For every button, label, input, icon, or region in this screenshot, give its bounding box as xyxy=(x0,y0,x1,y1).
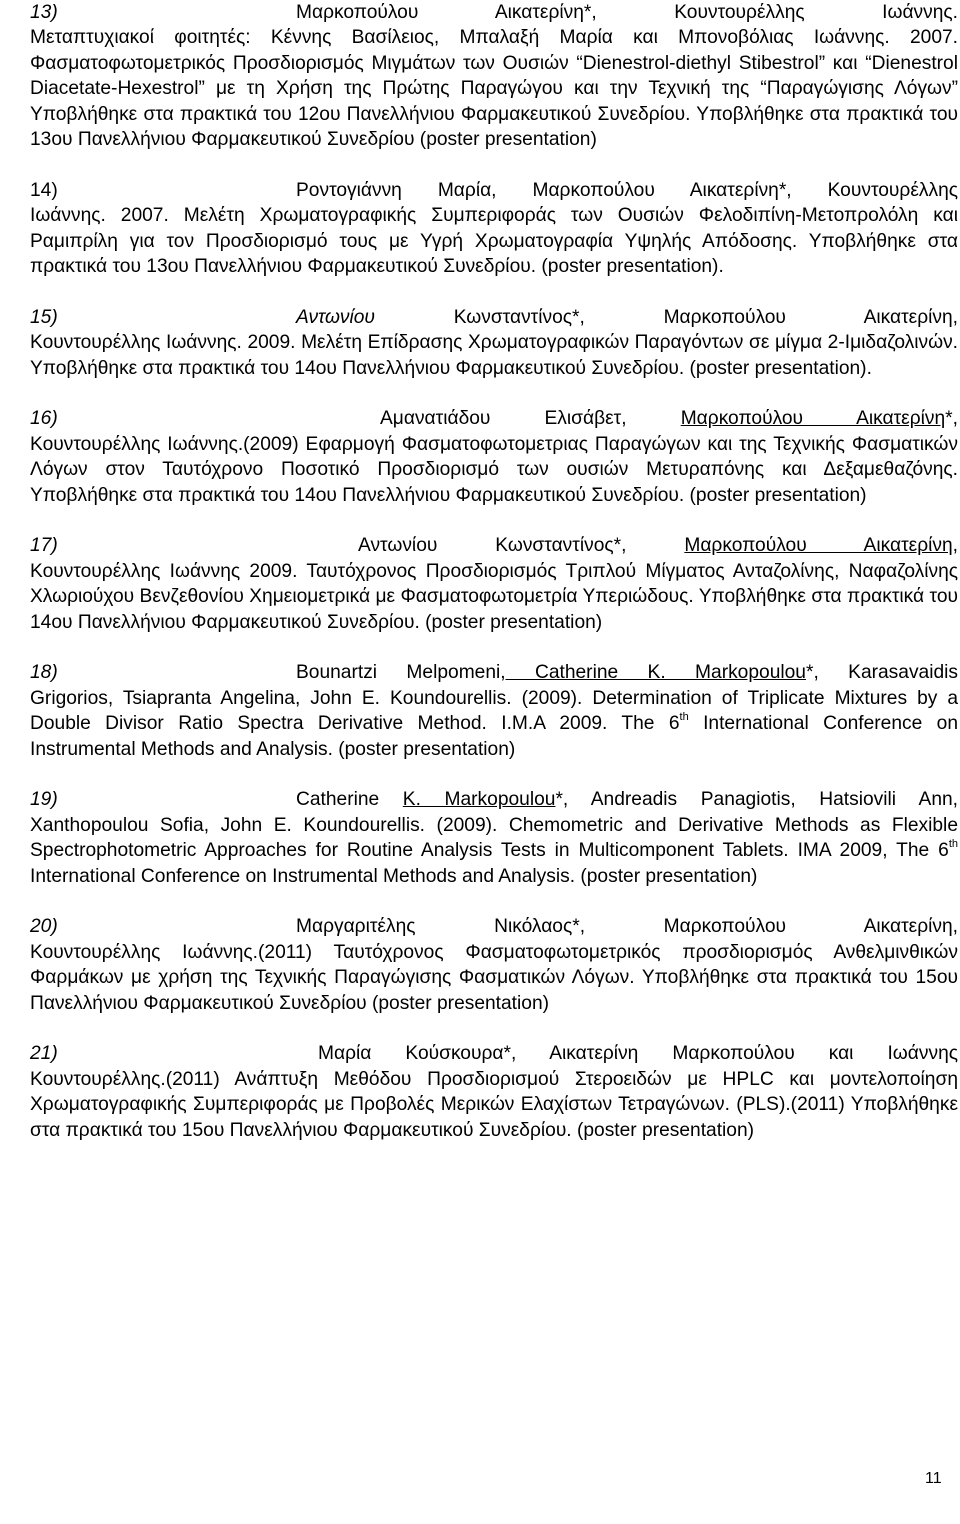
entry-number: 17) xyxy=(30,535,58,557)
entry-authors xyxy=(296,660,958,685)
entry-number: 19) xyxy=(30,789,58,811)
entry-text: Κουντουρέλλης Ιωάννης. 2009. Μελέτη Επίδρασης Χρωματογραφικών Παραγόντων σε μίγμα 2-Ιμιδαζολινών. Υποβλήθηκε στα πρακτικά του 14ου Πανελλήνιου Φαρμακευτικού Συνεδρίου. (poster presentation). xyxy=(30,332,958,379)
entry-text: Κουντουρέλλης.(2011) Ανάπτυξη Μεθόδου Προσδιορισμού Στεροειδών με HPLC και μοντελοποίηση Χρωματογραφικής Συμπεριφοράς με Προβολές Μερικών Ελαχίστων Τετραγώνων. (PLS).(2011) Υποβλήθηκε στα πρακτικά του 15ου Πανελλήνιου Φαρμακευτικού Συνεδρίου. (poster presentation) xyxy=(30,1068,958,1141)
entry-text xyxy=(30,686,958,762)
entry-author: Catherine xyxy=(296,789,380,811)
entry-number: 20) xyxy=(30,916,58,938)
entry-text-main: Grigorios, Tsiapranta Angelina, John E. Koundourellis. (2009). Determination of Triplicate Mixtures by a Double Divisor Ratio Spectra Derivative Method. I.M.A 2009. The 6 xyxy=(30,687,958,735)
entry-text xyxy=(30,813,958,889)
entry-number: 14) xyxy=(30,179,58,201)
entry-author-underlined: Μαρκοπούλου Αικατερίνη xyxy=(680,408,946,430)
entry-header xyxy=(30,660,958,685)
entry-number: 18) xyxy=(30,662,58,684)
publication-entry xyxy=(30,533,958,635)
entry-header xyxy=(30,787,958,812)
page-number: 11 xyxy=(925,1470,942,1487)
entry-number: 13) xyxy=(30,2,58,23)
publication-entry xyxy=(30,178,958,280)
entry-author-tail: *, Karasavaidis xyxy=(805,662,959,684)
entry-text-rest: International Conference on Instrumental Methods and Analysis. (poster presentation) xyxy=(30,865,758,887)
entry-header xyxy=(30,1041,958,1066)
entry-number: 16) xyxy=(30,408,58,430)
entry-authors: Μαργαριτέλης Νικόλαος*, Μαρκοπούλου Αικατερίνη, xyxy=(296,916,958,938)
entry-header xyxy=(30,914,958,939)
entry-author: Bounartzi Melpomeni xyxy=(296,662,501,684)
publication-entry xyxy=(30,406,958,508)
entry-author-underlined: K. Markopoulou xyxy=(402,789,556,811)
entry-header xyxy=(30,305,958,330)
entry-authors xyxy=(380,406,958,431)
entry-other-authors: Κωνσταντίνος*, Μαρκοπούλου Αικατερίνη, xyxy=(374,306,958,328)
entry-first-author: Αντωνίου xyxy=(296,306,375,328)
entry-text: Κουντουρέλλης Ιωάννης.(2011) Ταυτόχρονος Φασματοφωτομετρικός προσδιορισμός Ανθελμινθικών Φαρμάκων με χρήση της Τεχνικής Παραγώγισης Φασματικών Λόγων. Υποβλήθηκε στα πρακτικά του 15ου Πανελλήνιου Φαρμακευτικού Συνεδρίου (poster presentation) xyxy=(30,941,958,1014)
entry-text: Μεταπτυχιακοί φοιτητές: Κέννης Βασίλειος, Μπαλαξή Μαρία και Μπονοβόλιας Ιωάννης. 2007. Φασματοφωτομετρικός Προσδιορισμός Μιγμάτων των Ουσιών “Dienestrol-diethyl Stibestrol” και “Dienestrol Diacetate-Hexestrol” με τη Χρήση της Πρώτης Παραγώγου και την Τεχνική της “Παραγώγισης Λόγων” Υποβλήθηκε στα πρακτικά του 12ου Πανελλήνιου Φαρμακευτικού Συνεδρίου. Υποβλήθηκε στα πρακτικά του 13ου Πανελλήνιου Φαρμακευτικού Συνεδρίου (poster presentation) xyxy=(30,27,958,151)
entry-text: Κουντουρέλλης Ιωάννης 2009. Ταυτόχρονος Προσδιορισμός Τριπλού Μίγματος Ανταζολίνης, Ναφαζολίνης Χλωριούχου Βενζεθονίου Χημειομετρικά με Φασματοφωτομετρία Υπεριώδους. Υποβλήθηκε στα πρακτικά του 14ου Πανελλήνιου Φαρμακευτικού Συνεδρίου. (poster presentation) xyxy=(30,560,958,633)
entry-author-underlined: , Catherine K. Markopoulou xyxy=(500,662,806,684)
publication-entry xyxy=(30,0,958,152)
ordinal-superscript: th xyxy=(948,838,958,851)
entry-author-tail: , xyxy=(952,535,958,557)
entry-authors: Ροντογιάννη Μαρία, Μαρκοπούλου Αικατερίνη*, Κουντουρέλλης xyxy=(296,179,958,201)
publication-entry xyxy=(30,1041,958,1143)
entry-number: 15) xyxy=(30,306,58,328)
entry-authors xyxy=(358,533,958,558)
entry-authors: Μαρία Κούσκουρα*, Αικατερίνη Μαρκοπούλου και Ιωάννης xyxy=(318,1043,958,1065)
entry-header xyxy=(30,178,958,203)
ordinal-superscript: th xyxy=(679,711,689,724)
entry-author: Αμανατιάδου Ελισάβετ, xyxy=(380,408,627,430)
publication-entry xyxy=(30,787,958,889)
entry-author-tail: *, Andreadis Panagiotis, Hatsiovili Ann, xyxy=(555,789,959,811)
entry-header xyxy=(30,0,958,25)
entry-author: Αντωνίου Κωνσταντίνος*, xyxy=(358,535,627,557)
entry-text: Κουντουρέλλης Ιωάννης.(2009) Εφαρμογή Φασματοφωτομετριας Παραγώγων και της Τεχνικής Φασματικών Λόγων στον Ταυτόχρονο Ποσοτικό Προσδιορισμό των ουσιών Μετυραπόνης και Δεξαμεθαζόνης. Υποβλήθηκε στα πρακτικά του 14ου Πανελλήνιου Φαρμακευτικού Συνεδρίου. (poster presentation) xyxy=(30,433,958,506)
entry-header xyxy=(30,406,958,431)
entry-authors xyxy=(296,787,958,812)
entry-author-tail: *, xyxy=(945,408,958,430)
entry-authors xyxy=(296,305,958,330)
entry-text: Ιωάννης. 2007. Μελέτη Χρωματογραφικής Συμπεριφοράς των Ουσιών Φελοδιπίνη-Μετοπρολόλη και Ραμιπρίλη για τον Προσδιορισμό τους με Υγρή Χρωματογραφία Υψηλής Απόδοσης. Υποβλήθηκε στα πρακτικά του 13ου Πανελλήνιου Φαρμακευτικού Συνεδρίου. (poster presentation). xyxy=(30,205,958,278)
publication-entry xyxy=(30,660,958,762)
entry-text-main: Xanthopoulou Sofia, John E. Koundourellis. (2009). Chemometric and Derivative Methods as Flexible Spectrophotometric Approaches for Routine Analysis Tests in Multicomponent Tablets. IMA 2009, The 6 xyxy=(30,814,958,862)
publication-list xyxy=(30,0,958,1168)
entry-header xyxy=(30,533,958,558)
entry-number: 21) xyxy=(30,1043,58,1065)
publication-entry xyxy=(30,914,958,1016)
entry-text-rest: International Conference on Instrumental Methods and Analysis. (poster presentation) xyxy=(30,713,959,760)
publication-entry xyxy=(30,305,958,381)
entry-authors: Μαρκοπούλου Αικατερίνη*, Κουντουρέλλης Ιωάννης. xyxy=(296,2,958,23)
entry-author-underlined: Μαρκοπούλου Αικατερίνη xyxy=(684,535,953,557)
